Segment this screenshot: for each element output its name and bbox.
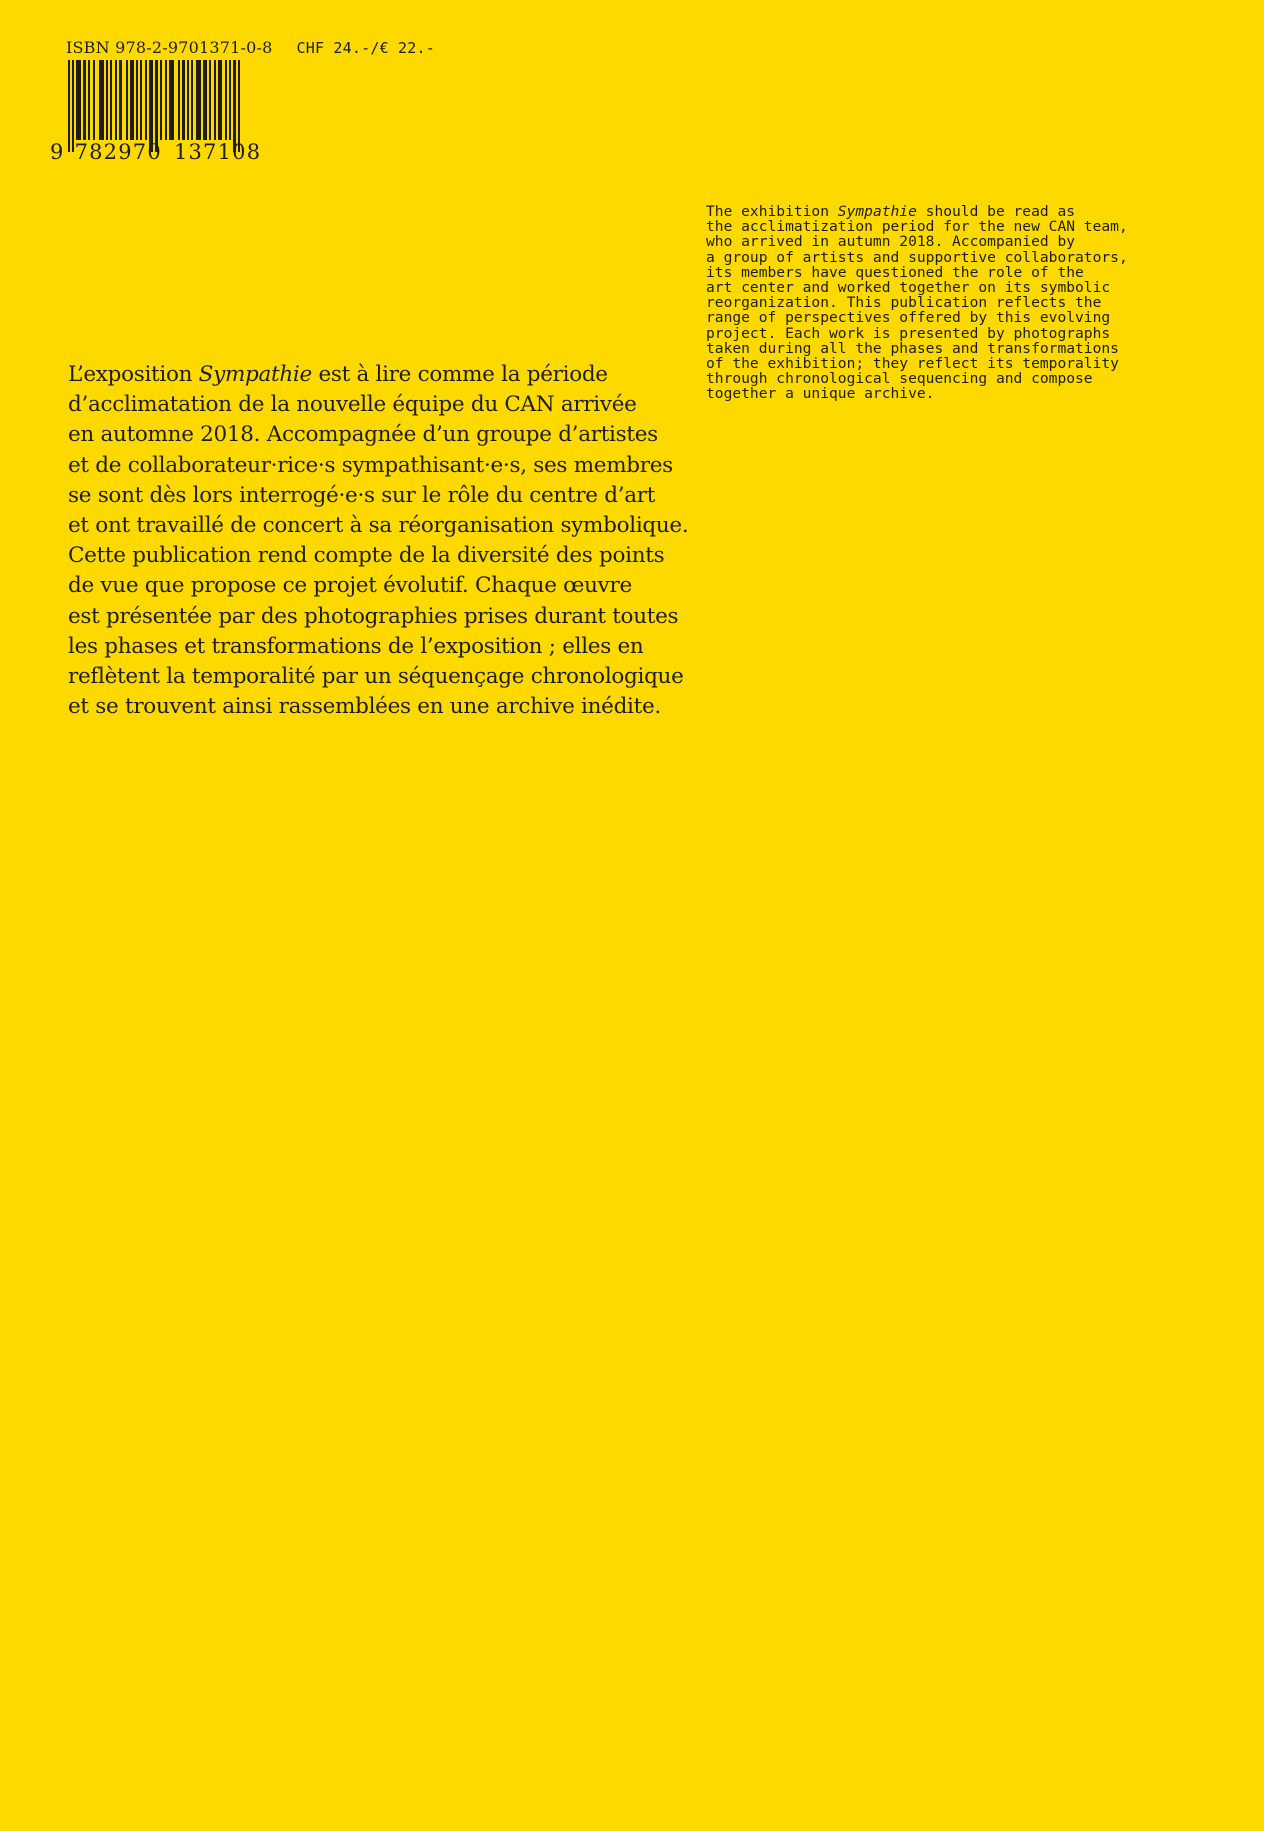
barcode-bar bbox=[169, 60, 174, 140]
barcode-bar bbox=[72, 60, 74, 152]
barcode-bar bbox=[136, 60, 138, 140]
barcode-bar bbox=[160, 60, 162, 140]
text-line bbox=[706, 204, 1186, 219]
barcode-bar bbox=[165, 60, 167, 140]
italic-title: Sympathie bbox=[198, 362, 312, 387]
barcode-bar bbox=[149, 60, 153, 152]
barcode-bar bbox=[196, 60, 201, 140]
text-segment: est à lire comme la période bbox=[311, 362, 608, 387]
text-segment: should be read as bbox=[916, 203, 1076, 220]
text-french bbox=[68, 360, 708, 722]
text-line: together a unique archive. bbox=[706, 385, 935, 403]
barcode-bar bbox=[115, 60, 117, 140]
barcode-bar bbox=[218, 60, 222, 140]
barcode-bar bbox=[214, 60, 216, 140]
text-line: reorganization. This publication reflects the bbox=[706, 294, 1102, 312]
barcode-bar bbox=[126, 60, 128, 140]
text-line: its members have questioned the role of the bbox=[706, 263, 1084, 281]
barcode-bar bbox=[68, 60, 70, 152]
text-line: et se trouvent ainsi rassemblées en une archive inédite. bbox=[68, 694, 661, 720]
text-segment: The exhibition bbox=[706, 203, 838, 220]
barcode-bar bbox=[110, 60, 112, 140]
barcode-bar bbox=[191, 60, 193, 140]
barcode-digits-left: 782970 bbox=[74, 140, 162, 164]
price: CHF 24.-/€ 22.- bbox=[296, 39, 435, 57]
barcode-bar bbox=[140, 60, 142, 140]
text-line: se sont dès lors interrogé·e·s sur le rôle du centre d’art bbox=[68, 482, 656, 508]
barcode-bar bbox=[178, 60, 180, 140]
text-line: who arrived in autumn 2018. Accompanied by bbox=[706, 233, 1076, 251]
barcode-digit-first: 9 bbox=[50, 140, 65, 164]
barcode-bar bbox=[233, 60, 236, 152]
text-line: art center and worked together on its symbolic bbox=[706, 279, 1111, 297]
barcode-bar bbox=[229, 60, 231, 140]
barcode-bar bbox=[83, 60, 86, 140]
barcode-bar bbox=[99, 60, 104, 140]
text-line: a group of artists and supportive collaborators, bbox=[706, 248, 1128, 266]
barcode-bar bbox=[106, 60, 108, 140]
barcode-bar bbox=[76, 60, 81, 140]
text-line bbox=[68, 360, 708, 390]
italic-title: Sympathie bbox=[837, 203, 917, 220]
text-line: range of perspectives offered by this evolving bbox=[706, 309, 1111, 327]
text-line: les phases et transformations de l’exposition ; elles en bbox=[68, 633, 644, 659]
text-line: the acclimatization period for the new CAN team, bbox=[706, 218, 1128, 236]
barcode-bar bbox=[209, 60, 211, 140]
barcode-bar bbox=[93, 60, 95, 140]
text-line: de vue que propose ce projet évolutif. Chaque œuvre bbox=[68, 573, 632, 599]
text-segment: L’exposition bbox=[68, 362, 199, 387]
isbn-price-line bbox=[66, 38, 435, 57]
text-line: taken during all the phases and transformations bbox=[706, 339, 1119, 357]
text-line: of the exhibition; they reflect its temporality bbox=[706, 355, 1119, 373]
text-line: en automne 2018. Accompagnée d’un groupe d’artistes bbox=[68, 422, 658, 448]
barcode-bar bbox=[155, 60, 158, 152]
barcode-digits bbox=[50, 140, 261, 164]
text-line: et ont travaillé de concert à sa réorganisation symbolique. bbox=[68, 513, 689, 539]
barcode-bar bbox=[187, 60, 189, 140]
text-line: est présentée par des photographies prises durant toutes bbox=[68, 603, 679, 629]
barcode-bar bbox=[130, 60, 134, 140]
barcode-digits-right: 137108 bbox=[173, 140, 262, 164]
barcode-bar bbox=[145, 60, 147, 140]
barcode-bar bbox=[203, 60, 207, 140]
text-line: through chronological sequencing and compose bbox=[706, 370, 1093, 388]
barcode-bar bbox=[119, 60, 122, 140]
barcode-bar bbox=[182, 60, 185, 140]
isbn-number: ISBN 978-2-9701371-0-8 bbox=[66, 38, 273, 57]
text-line: d’acclimatation de la nouvelle équipe du CAN arrivée bbox=[68, 392, 637, 418]
text-english bbox=[706, 204, 1186, 402]
barcode-bar bbox=[238, 60, 240, 152]
barcode-bar bbox=[225, 60, 227, 140]
text-line: Cette publication rend compte de la diversité des points bbox=[68, 543, 665, 569]
text-line: et de collaborateur·rice·s sympathisant·e·s, ses membres bbox=[68, 452, 673, 478]
text-line: project. Each work is presented by photographs bbox=[706, 324, 1111, 342]
text-line: reflètent la temporalité par un séquençage chronologique bbox=[68, 664, 684, 690]
barcode-bar bbox=[88, 60, 90, 140]
